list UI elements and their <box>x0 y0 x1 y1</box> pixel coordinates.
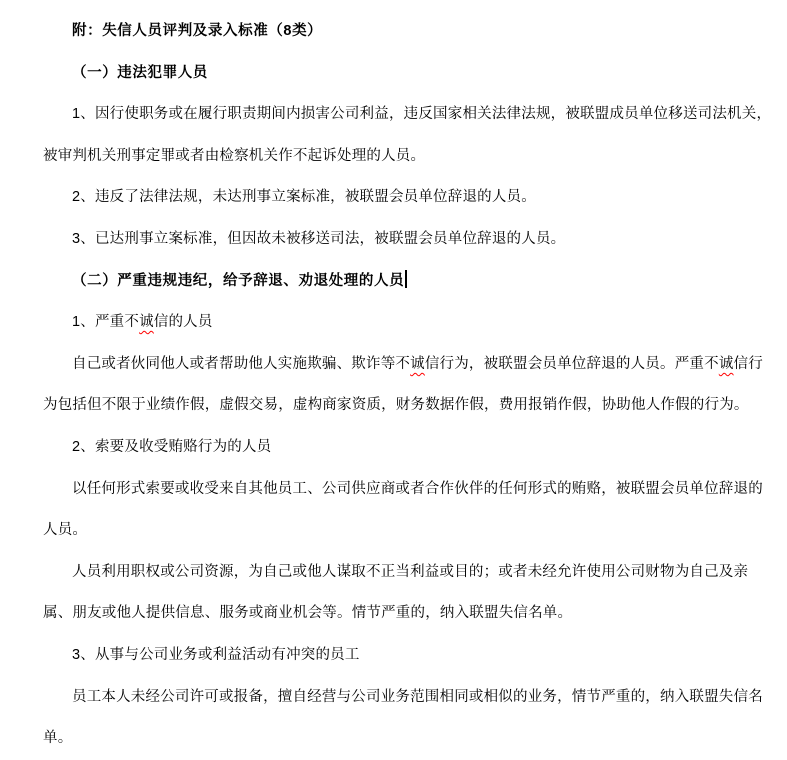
item-2-3-body-line-1 <box>43 677 763 719</box>
item-1-1-line-2 <box>43 136 747 178</box>
text-segment: 属、朋友或他人提供信息、服务或商业机会等。情节严重的，纳入联盟失信名单。 <box>43 605 573 622</box>
item-2-2-body-line-2 <box>43 510 747 552</box>
document-body[interactable] <box>43 11 772 760</box>
text-segment: 为包括但不限于业绩作假，虚假交易，虚构商家资质，财务数据作假，费用报销作假，协助他人作假的行为。 <box>43 397 749 414</box>
text-segment: 3、从事与公司业务或利益活动有冲突的员工 <box>72 646 360 663</box>
text-segment: 人员利用职权或公司资源，为自己或他人谋取不正当利益或目的；或者未经允许使用公司财物为自己及亲 <box>72 563 749 580</box>
text-segment: 单。 <box>43 730 73 747</box>
item-1-1-line-1 <box>43 94 772 136</box>
item-2-3-title <box>43 635 747 677</box>
item-2-3-body-line-2 <box>43 718 747 760</box>
item-2-2-body-line-1 <box>43 469 763 511</box>
item-2-1-body-line-1 <box>43 344 763 386</box>
text-segment: 以任何形式索要或收受来自其他员工、公司供应商或者合作伙伴的任何形式的贿赂，被联盟会员单位辞退的 <box>72 480 763 497</box>
item-1-2 <box>43 177 747 219</box>
section-2-heading <box>43 261 747 303</box>
text-segment: 被审判机关刑事定罪或者由检察机关作不起诉处理的人员。 <box>43 147 426 164</box>
text-segment: 1、因行使职务或在履行职责期间内损害公司利益，违反国家相关法律法规，被联盟成员单位移送司法机关， <box>72 106 772 123</box>
text-segment: 3、已达刑事立案标准，但因故未被移送司法，被联盟会员单位辞退的人员。 <box>72 230 566 247</box>
text-segment: （一）违法犯罪人员 <box>72 64 208 81</box>
text-segment: 信行为，被联盟会员单位辞退的人员。严重不 <box>424 355 719 372</box>
spellcheck-error-text: 诚 <box>139 314 154 331</box>
text-segment: （二）严重违规违纪，给予辞退、劝退处理的人员 <box>72 272 405 289</box>
spellcheck-error-text: 诚 <box>410 355 425 372</box>
text-segment: 人员。 <box>43 522 88 539</box>
text-segment: 附：失信人员评判及录入标准（8类） <box>72 23 323 39</box>
doc-title <box>43 11 747 53</box>
text-segment: 信行 <box>733 355 763 372</box>
item-2-1-body-line-2 <box>43 385 747 427</box>
text-cursor <box>405 270 407 288</box>
item-1-3 <box>43 219 747 261</box>
text-segment: 2、违反了法律法规，未达刑事立案标准，被联盟会员单位辞退的人员。 <box>72 189 536 206</box>
text-segment: 1、严重不 <box>72 314 140 331</box>
item-2-2-body2-line-2 <box>43 593 747 635</box>
text-segment: 自己或者伙同他人或者帮助他人实施欺骗、欺诈等不 <box>72 355 411 372</box>
item-2-2-title <box>43 427 747 469</box>
section-1-heading <box>43 53 747 95</box>
text-segment: 2、索要及收受贿赂行为的人员 <box>72 438 272 455</box>
item-2-2-body2-line-1 <box>43 552 747 594</box>
text-segment: 员工本人未经公司许可或报备，擅自经营与公司业务范围相同或相似的业务，情节严重的，纳入联盟失信名 <box>72 688 763 705</box>
item-2-1-title <box>43 302 747 344</box>
text-segment: 信的人员 <box>153 314 213 331</box>
spellcheck-error-text: 诚 <box>718 355 734 372</box>
